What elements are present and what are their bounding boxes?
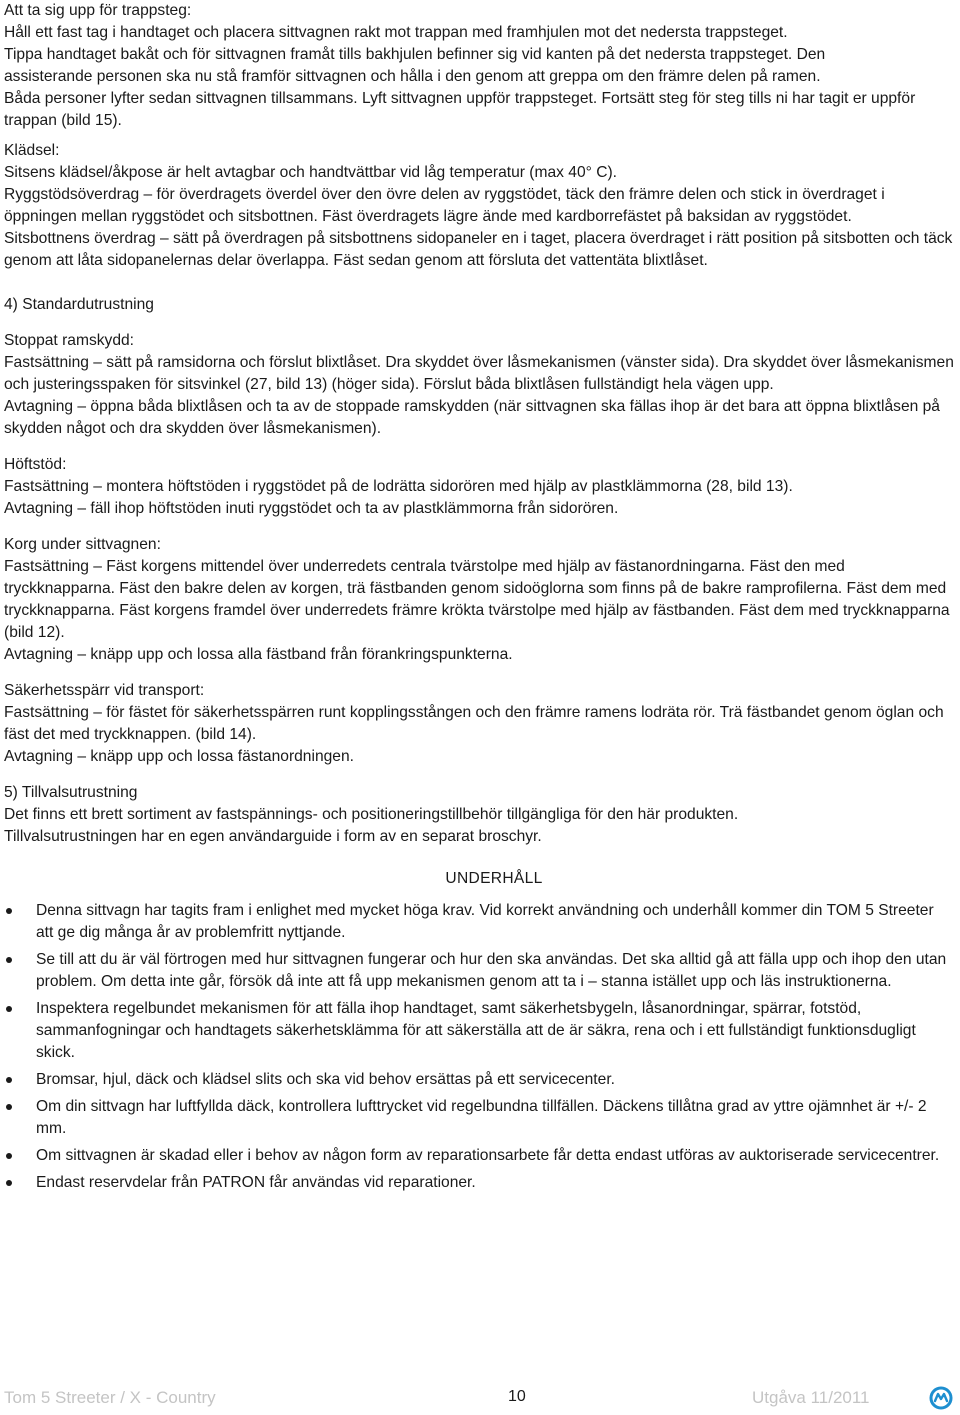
section-heading: 4) Standardutrustning [4, 296, 154, 313]
section-frame-cover [4, 330, 954, 440]
list-item [4, 1096, 954, 1140]
paragraph: Det finns ett brett sortiment av fastspännings- och positioneringstillbehör tillgängliga för den här produkten. [4, 806, 739, 823]
section-heading: 5) Tillvalsutrustning [4, 784, 138, 801]
page-footer [0, 1388, 960, 1412]
list-item-text: Om din sittvagn har luftfyllda däck, kontrollera lufttrycket vid regelbundna tillfällen. Däckens tillåtna grad av yttre ojämnhet är +/- 2 mm. [36, 1098, 927, 1137]
section-standard-equipment [4, 294, 954, 316]
section-basket [4, 534, 954, 666]
paragraph: Ryggstödsöverdrag – för överdragets överdel över den övre delen av ryggstödet, täck den främre delen och stick in överdraget i öppningen mellan ryggstödet och sitsbottnen. Fäst överdragets lägre ände med kardborrefästet på baksidan av ryggstödet. [4, 186, 885, 225]
maintenance-heading: UNDERHÅLL [445, 870, 543, 887]
paragraph: Sitsbottnens överdrag – sätt på överdragen på sitsbottnens sidopaneler en i taget, placera överdraget i rätt position på sitsbotten och täck genom att låta sidopanelernas delar överlappa. Fäst sedan genom att försluta det vattentäta blixtlåset. [4, 230, 953, 269]
paragraph: Fastsättning – montera höftstöden i ryggstödet på de lodrätta sidorören med hjälp av plastklämmorna (28, bild 13). [4, 478, 793, 495]
list-item [4, 1145, 954, 1167]
paragraph: Sitsens klädsel/åkpose är helt avtagbar och handtvättbar vid låg temperatur (max 40° C). [4, 164, 617, 181]
patron-logo-icon [928, 1386, 954, 1410]
paragraph-line: Håll ett fast tag i handtaget och placera sittvagnen rakt mot trappan med framhjulen mot det nedersta trappsteget. [4, 24, 788, 41]
page-number: 10 [508, 1388, 526, 1405]
paragraph: Avtagning – öppna båda blixtlåsen och ta av de stoppade ramskydden (när sittvagnen ska fällas ihop är det bara att öppna blixtlåsen på skydden något och dra skydden över låsmekanismen). [4, 398, 940, 437]
maintenance-list [4, 900, 954, 1194]
bullet-icon [6, 1104, 12, 1110]
section-heading: Höftstöd: [4, 456, 67, 473]
paragraph: Avtagning – fäll ihop höftstöden inuti ryggstödet och ta av plastklämmorna från sidorören. [4, 500, 619, 517]
section-upholstery [4, 140, 954, 272]
list-item-text: Endast reservdelar från PATRON får användas vid reparationer. [36, 1174, 476, 1191]
list-item [4, 1172, 954, 1194]
section-heading: Korg under sittvagnen: [4, 536, 161, 553]
paragraph: Fastsättning – för fästet för säkerhetsspärren runt kopplingsstången och den främre ramens lodräta rör. Trä fästbandet genom öglan och fäst det med tryckknappen. (bild 14). [4, 704, 944, 743]
paragraph-line: Båda personer lyfter sedan sittvagnen tillsammans. Lyft sittvagnen uppför trappsteget. Fortsätt steg för steg tills ni har tagit er uppför trappan (bild 15). [4, 90, 916, 129]
bullet-icon [6, 1077, 12, 1083]
document-page [4, 0, 954, 1199]
list-item [4, 949, 954, 993]
list-item-text: Se till att du är väl förtrogen med hur sittvagnen fungerar och hur den ska användas. Det ska alltid gå att fälla upp och ihop den utan problem. Om detta inte går, försök då inte att få upp mekanismen genom att ta i – stanna istället upp och läs instruktionerna. [36, 951, 947, 990]
paragraph-line: assisterande personen ska nu stå framför sittvagnen och hålla i den genom att greppa om den främre delen på ramen. [4, 68, 821, 85]
list-item [4, 900, 954, 944]
section-optional-equipment [4, 782, 954, 848]
section-heading: Stoppat ramskydd: [4, 332, 135, 349]
list-item-text: Om sittvagnen är skadad eller i behov av någon form av reparationsarbete får detta endast utföras av auktoriserade servicecentrer. [36, 1147, 940, 1164]
bullet-icon [6, 957, 12, 963]
section-hip-support [4, 454, 954, 520]
list-item [4, 998, 954, 1064]
paragraph: Fastsättning – sätt på ramsidorna och förslut blixtlåset. Dra skyddet över låsmekanismen (vänster sida). Dra skyddet över låsmekanismen och justeringsspaken för sitsvinkel (27, bild 13) (höger sida). Förslut båda blixtlåsen fullständigt hela vägen upp. [4, 354, 954, 393]
bullet-icon [6, 1006, 12, 1012]
list-item-text: Bromsar, hjul, däck och klädsel slits och ska vid behov ersättas på ett servicecenter. [36, 1071, 615, 1088]
bullet-icon [6, 1153, 12, 1159]
paragraph: Fastsättning – Fäst korgens mittendel över underredets centrala tvärstolpe med hjälp av fästanordningarna. Fäst den med tryckknapparna. Fäst den bakre delen av korgen, trä fästbanden genom sidoöglorna som finns på de bakre ramprofilerna. Fäst dem med tryckknapparna. Fäst korgens framdel över underredets främre krökta tvärstolpe med hjälp av fästbanden. Fäst dem med tryckknapparna (bild 12). [4, 558, 950, 641]
section-stairs-up [4, 0, 954, 132]
paragraph: Avtagning – knäpp upp och lossa alla fästband från förankringspunkterna. [4, 646, 513, 663]
paragraph: Tillvalsutrustningen har en egen användarguide i form av en separat broschyr. [4, 828, 542, 845]
section-heading: Klädsel: [4, 142, 60, 159]
footer-product-name: Tom 5 Streeter / X - Country [4, 1388, 216, 1407]
list-item-text: Denna sittvagn har tagits fram i enlighet med mycket höga krav. Vid korrekt användning och underhåll kommer din TOM 5 Streeter att ge dig många år av problemfritt nyttjande. [36, 902, 934, 941]
bullet-icon [6, 1180, 12, 1186]
paragraph-line: Tippa handtaget bakåt och för sittvagnen framåt tills bakhjulen befinner sig vid kanten på det nedersta trappsteget. Den [4, 46, 826, 63]
section-heading: Säkerhetsspärr vid transport: [4, 682, 205, 699]
bullet-icon [6, 908, 12, 914]
section-maintenance [4, 868, 954, 1194]
footer-edition: Utgåva 11/2011 [752, 1388, 870, 1407]
section-safety-lock [4, 680, 954, 768]
paragraph: Avtagning – knäpp upp och lossa fästanordningen. [4, 748, 354, 765]
list-item [4, 1069, 954, 1091]
section-heading: Att ta sig upp för trappsteg: [4, 2, 192, 19]
list-item-text: Inspektera regelbundet mekanismen för att fälla ihop handtaget, samt säkerhetsbygeln, låsanordningar, spärrar, fotstöd, sammanfogningar och handtagets säkerhetsklämma för att säkerställa att de är säkra, rena och i ett fullständigt funktionsdugligt skick. [36, 1000, 916, 1061]
